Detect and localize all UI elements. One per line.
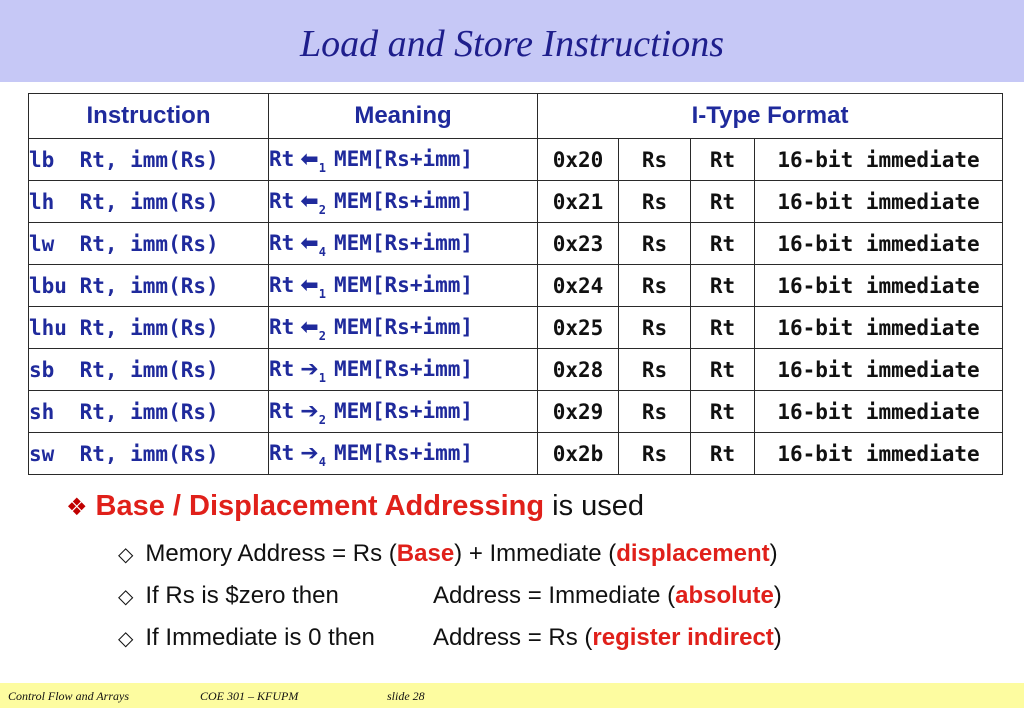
memory-operand: MEM[Rs+imm] — [333, 273, 474, 297]
instruction-table — [28, 93, 1003, 475]
dest-register: Rt — [269, 273, 295, 297]
instruction-cell: lw Rt, imm(Rs) — [29, 223, 269, 265]
meaning-cell — [269, 391, 538, 433]
sub-bullet-2 — [118, 582, 782, 610]
sub-bullet-text: Address = Immediate ( — [433, 582, 676, 609]
sub-bullet-text: If Immediate is 0 then — [145, 624, 375, 651]
rs-cell: Rs — [619, 139, 691, 181]
immediate-cell: 16-bit immediate — [755, 433, 1003, 475]
immediate-cell: 16-bit immediate — [755, 139, 1003, 181]
left-arrow-icon: ⬅ — [300, 189, 319, 214]
rs-cell: Rs — [619, 223, 691, 265]
size-subscript: 4 — [318, 455, 326, 469]
sub-bullet-3 — [118, 624, 782, 652]
sub-bullet-highlight: absolute — [675, 582, 774, 609]
meaning-cell — [269, 433, 538, 475]
immediate-cell: 16-bit immediate — [755, 181, 1003, 223]
size-subscript: 1 — [318, 371, 326, 385]
rt-cell: Rt — [691, 181, 755, 223]
table-body — [29, 139, 1003, 475]
size-subscript: 2 — [318, 413, 326, 427]
dest-register: Rt — [269, 441, 295, 465]
opcode-cell: 0x24 — [538, 265, 619, 307]
opcode-cell: 0x2b — [538, 433, 619, 475]
rs-cell: Rs — [619, 265, 691, 307]
immediate-cell: 16-bit immediate — [755, 307, 1003, 349]
bullet-highlight: Base / Displacement Addressing — [95, 490, 545, 522]
opcode-cell: 0x20 — [538, 139, 619, 181]
opcode-cell: 0x28 — [538, 349, 619, 391]
opcode-cell: 0x23 — [538, 223, 619, 265]
meaning-cell — [269, 223, 538, 265]
rt-cell: Rt — [691, 307, 755, 349]
rs-cell: Rs — [619, 181, 691, 223]
rs-cell: Rs — [619, 433, 691, 475]
header-format: I-Type Format — [538, 94, 1003, 139]
opcode-cell: 0x29 — [538, 391, 619, 433]
sub-bullet-text: If Rs is $zero then — [145, 582, 339, 609]
main-bullet — [66, 490, 644, 523]
sub-bullet-text: ) + Immediate ( — [454, 540, 617, 567]
dest-register: Rt — [269, 147, 295, 171]
bullet-text: is used — [544, 490, 645, 522]
size-subscript: 4 — [318, 245, 326, 259]
immediate-cell: 16-bit immediate — [755, 265, 1003, 307]
footer-band — [0, 683, 1024, 708]
diamond-bullet-icon: ❖ — [66, 493, 88, 521]
sub-bullet-highlight: register indirect — [592, 624, 774, 651]
instruction-cell: lh Rt, imm(Rs) — [29, 181, 269, 223]
immediate-cell: 16-bit immediate — [755, 223, 1003, 265]
right-arrow-icon: ➔ — [300, 357, 319, 382]
dest-register: Rt — [269, 357, 295, 381]
size-subscript: 1 — [318, 161, 326, 175]
table-row — [29, 139, 1003, 181]
diamond-outline-icon: ◇ — [118, 542, 134, 566]
footer-course-code: COE 301 – KFUPM — [200, 689, 299, 703]
meaning-cell — [269, 307, 538, 349]
memory-operand: MEM[Rs+imm] — [333, 231, 474, 255]
meaning-cell — [269, 139, 538, 181]
size-subscript: 2 — [318, 203, 326, 217]
rt-cell: Rt — [691, 265, 755, 307]
sub-bullet-col2 — [433, 624, 782, 652]
memory-operand: MEM[Rs+imm] — [333, 441, 474, 465]
immediate-cell: 16-bit immediate — [755, 349, 1003, 391]
table-header-row — [29, 94, 1003, 139]
sub-bullet-text: ) — [773, 582, 782, 609]
sub-bullet-text: ) — [773, 624, 782, 651]
diamond-outline-icon: ◇ — [118, 626, 134, 650]
instruction-cell: lb Rt, imm(Rs) — [29, 139, 269, 181]
immediate-cell: 16-bit immediate — [755, 391, 1003, 433]
memory-operand: MEM[Rs+imm] — [333, 147, 474, 171]
table-row — [29, 223, 1003, 265]
sub-bullet-text: Address = Rs ( — [433, 624, 593, 651]
opcode-cell: 0x21 — [538, 181, 619, 223]
size-subscript: 1 — [318, 287, 326, 301]
left-arrow-icon: ⬅ — [300, 315, 319, 340]
rs-cell: Rs — [619, 307, 691, 349]
instruction-cell: sb Rt, imm(Rs) — [29, 349, 269, 391]
rt-cell: Rt — [691, 433, 755, 475]
slide-title: Load and Store Instructions — [300, 23, 724, 65]
footer-slide-number: slide 28 — [387, 689, 425, 703]
sub-bullet-text: ) — [769, 540, 778, 567]
meaning-cell — [269, 265, 538, 307]
meaning-cell — [269, 181, 538, 223]
diamond-outline-icon: ◇ — [118, 584, 134, 608]
header-meaning: Meaning — [269, 94, 538, 139]
table-row — [29, 307, 1003, 349]
dest-register: Rt — [269, 399, 295, 423]
table-row — [29, 433, 1003, 475]
sub-bullet-highlight: Base — [396, 540, 455, 567]
instruction-cell: sh Rt, imm(Rs) — [29, 391, 269, 433]
header-instruction: Instruction — [29, 94, 269, 139]
footer-course-topic: Control Flow and Arrays — [8, 689, 130, 703]
memory-operand: MEM[Rs+imm] — [333, 189, 474, 213]
sub-bullet-col2 — [433, 582, 782, 610]
memory-operand: MEM[Rs+imm] — [333, 399, 474, 423]
meaning-cell — [269, 349, 538, 391]
dest-register: Rt — [269, 315, 295, 339]
opcode-cell: 0x25 — [538, 307, 619, 349]
rt-cell: Rt — [691, 223, 755, 265]
instruction-cell: sw Rt, imm(Rs) — [29, 433, 269, 475]
dest-register: Rt — [269, 189, 295, 213]
right-arrow-icon: ➔ — [300, 441, 319, 466]
right-arrow-icon: ➔ — [300, 399, 319, 424]
instruction-cell: lhu Rt, imm(Rs) — [29, 307, 269, 349]
sub-bullet-highlight: displacement — [616, 540, 770, 567]
rt-cell: Rt — [691, 139, 755, 181]
rt-cell: Rt — [691, 349, 755, 391]
left-arrow-icon: ⬅ — [300, 273, 319, 298]
sub-bullet-1 — [118, 540, 778, 568]
left-arrow-icon: ⬅ — [300, 231, 319, 256]
sub-bullet-text: Memory Address = Rs ( — [145, 540, 397, 567]
table-row — [29, 265, 1003, 307]
table-row — [29, 391, 1003, 433]
table-row — [29, 349, 1003, 391]
size-subscript: 2 — [318, 329, 326, 343]
left-arrow-icon: ⬅ — [300, 147, 319, 172]
dest-register: Rt — [269, 231, 295, 255]
rs-cell: Rs — [619, 349, 691, 391]
table-row — [29, 181, 1003, 223]
rt-cell: Rt — [691, 391, 755, 433]
memory-operand: MEM[Rs+imm] — [333, 315, 474, 339]
memory-operand: MEM[Rs+imm] — [333, 357, 474, 381]
instruction-cell: lbu Rt, imm(Rs) — [29, 265, 269, 307]
rs-cell: Rs — [619, 391, 691, 433]
